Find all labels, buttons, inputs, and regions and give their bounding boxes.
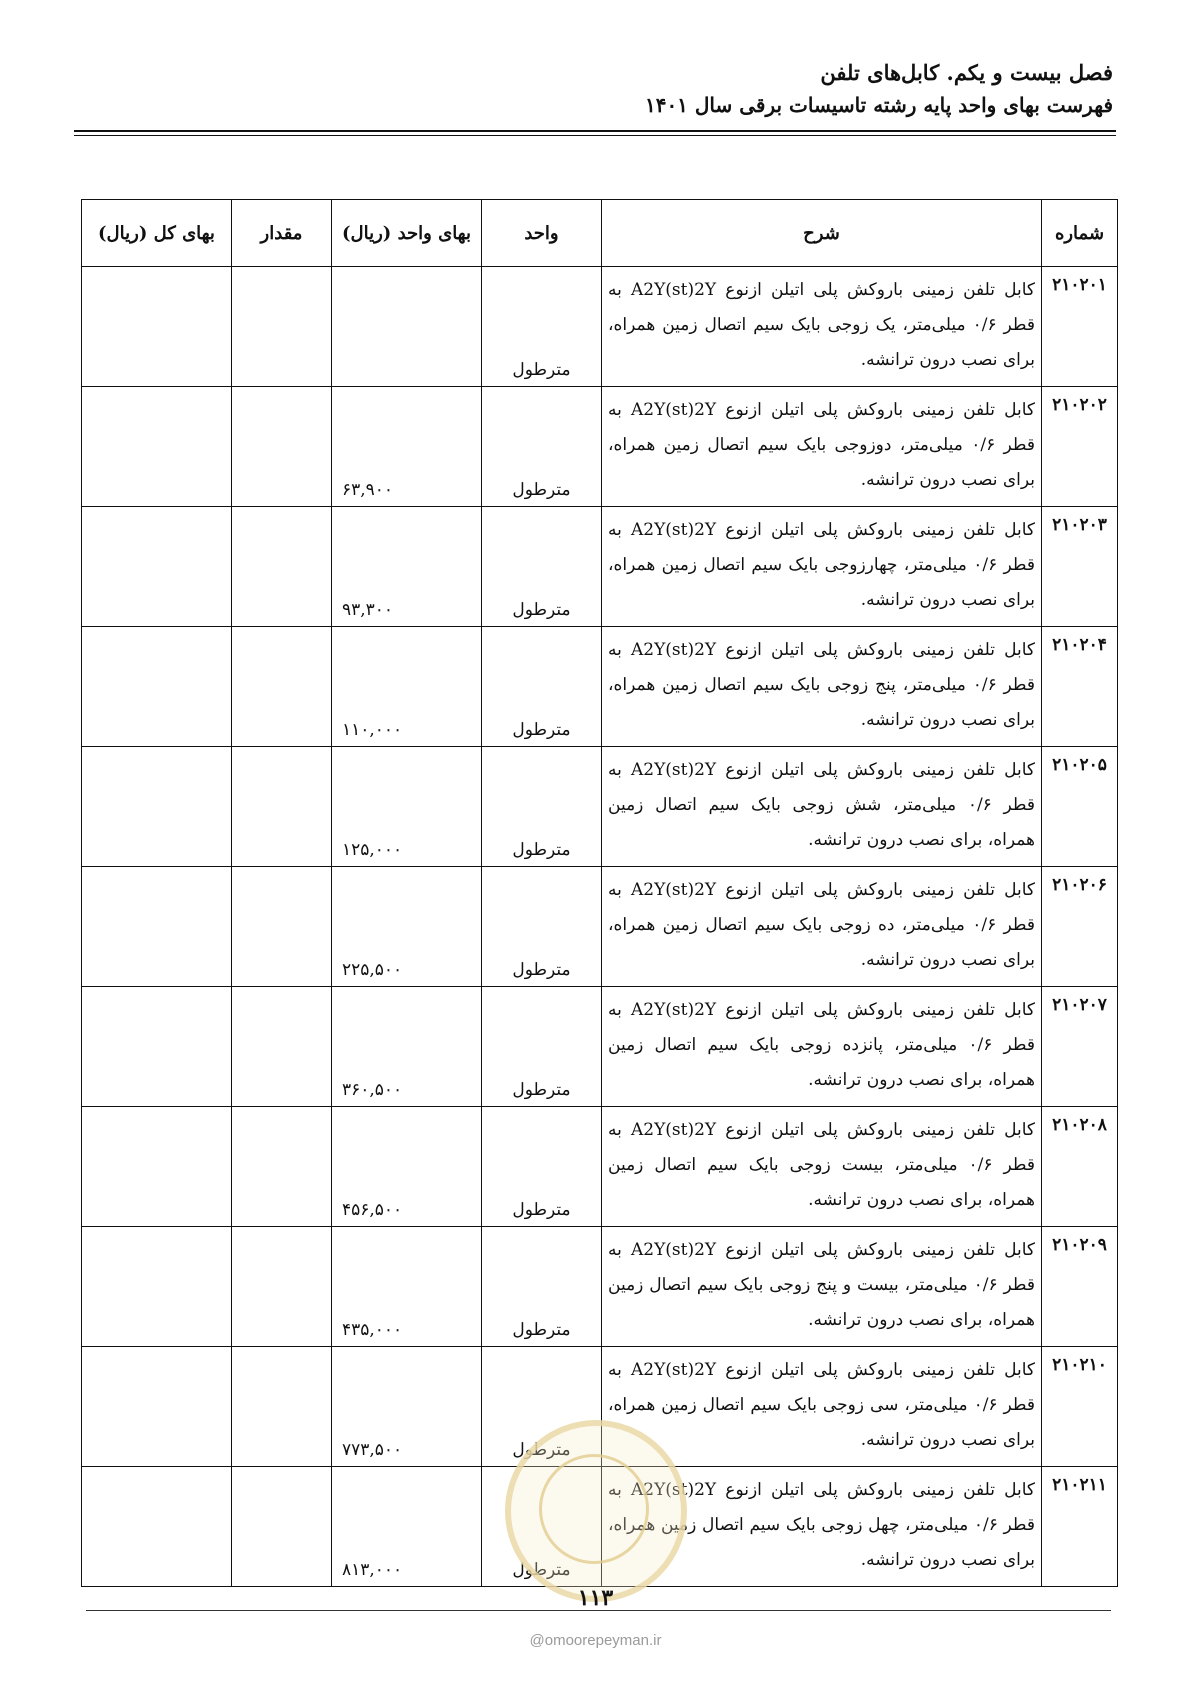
item-unit: مترطول [482,1347,602,1467]
item-unit-price: ۷۷۳,۵۰۰ [332,1347,482,1467]
item-total-price [82,627,232,747]
price-list-table [81,199,1118,1587]
item-quantity [232,1107,332,1227]
col-header-quantity: مقدار [232,200,332,267]
item-quantity [232,867,332,987]
item-number: ۲۱۰۲۰۷ [1042,987,1118,1107]
item-unit: مترطول [482,627,602,747]
item-unit: مترطول [482,1227,602,1347]
item-description: کابل تلفن زمینی باروکش پلی اتیلن ازنوع A2Y(st)2Y به قطر ۰/۶ میلی‌متر، بیست و پنج زوجی بایک سیم اتصال زمین همراه، برای نصب درون ترانشه. [602,1227,1042,1347]
item-description: کابل تلفن زمینی باروکش پلی اتیلن ازنوع A2Y(st)2Y به قطر ۰/۶ میلی‌متر، شش زوجی بایک سیم اتصال زمین همراه، برای نصب درون ترانشه. [602,747,1042,867]
document-title: فهرست بهای واحد پایه رشته تاسیسات برقی سال ۱۴۰۱ [644,93,1113,117]
item-unit-price: ۶۳,۹۰۰ [332,387,482,507]
item-number: ۲۱۰۲۰۱ [1042,267,1118,387]
item-unit: مترطول [482,507,602,627]
item-unit-price: ۴۳۵,۰۰۰ [332,1227,482,1347]
item-number: ۲۱۰۲۱۱ [1042,1467,1118,1587]
item-total-price [82,1467,232,1587]
item-number: ۲۱۰۲۰۳ [1042,507,1118,627]
item-unit: مترطول [482,1467,602,1587]
table-row [82,507,1118,627]
table-row [82,387,1118,507]
table-header-row [82,200,1118,267]
item-description: کابل تلفن زمینی باروکش پلی اتیلن ازنوع A2Y(st)2Y به قطر ۰/۶ میلی‌متر، بیست زوجی بایک سیم اتصال زمین همراه، برای نصب درون ترانشه. [602,1107,1042,1227]
item-number: ۲۱۰۲۱۰ [1042,1347,1118,1467]
col-header-total-price: بهای کل (ریال) [82,200,232,267]
page-header [645,58,1113,122]
item-quantity [232,387,332,507]
item-total-price [82,1227,232,1347]
table-row [82,1107,1118,1227]
table-row [82,267,1118,387]
item-quantity [232,1347,332,1467]
watermark-seal [505,1420,687,1602]
item-unit: مترطول [482,1107,602,1227]
item-quantity [232,507,332,627]
item-number: ۲۱۰۲۰۵ [1042,747,1118,867]
item-total-price [82,867,232,987]
item-total-price [82,507,232,627]
item-unit-price: ۱۲۵,۰۰۰ [332,747,482,867]
item-total-price [82,747,232,867]
table-row [82,867,1118,987]
page-number: ۱۱۳ [577,1585,614,1611]
item-number: ۲۱۰۲۰۴ [1042,627,1118,747]
item-unit-price: ۲۲۵,۵۰۰ [332,867,482,987]
item-unit: مترطول [482,387,602,507]
item-description: کابل تلفن زمینی باروکش پلی اتیلن ازنوع A2Y(st)2Y به قطر ۰/۶ میلی‌متر، دوزوجی بایک سیم اتصال زمین همراه، برای نصب درون ترانشه. [602,387,1042,507]
item-quantity [232,987,332,1107]
item-quantity [232,267,332,387]
item-description: کابل تلفن زمینی باروکش پلی اتیلن ازنوع A2Y(st)2Y به قطر ۰/۶ میلی‌متر، پنج زوجی بایک سیم اتصال زمین همراه، برای نصب درون ترانشه. [602,627,1042,747]
item-quantity [232,747,332,867]
item-unit-price: ۴۵۶,۵۰۰ [332,1107,482,1227]
item-unit-price: ۳۶۰,۵۰۰ [332,987,482,1107]
item-quantity [232,1227,332,1347]
item-number: ۲۱۰۲۰۸ [1042,1107,1118,1227]
item-unit: مترطول [482,747,602,867]
item-number: ۲۱۰۲۰۹ [1042,1227,1118,1347]
item-unit: مترطول [482,267,602,387]
footer-rule [86,1610,1111,1611]
website-watermark: @omoorepeyman.ir [529,1632,662,1649]
item-description: کابل تلفن زمینی باروکش پلی اتیلن ازنوع A2Y(st)2Y به قطر ۰/۶ میلی‌متر، پانزده زوجی بایک سیم اتصال زمین همراه، برای نصب درون ترانشه. [602,987,1042,1107]
item-description: کابل تلفن زمینی باروکش پلی اتیلن ازنوع A2Y(st)2Y به قطر ۰/۶ میلی‌متر، چهارزوجی بایک سیم اتصال زمین همراه، برای نصب درون ترانشه. [602,507,1042,627]
item-total-price [82,267,232,387]
item-quantity [232,627,332,747]
header-rule-thin [74,135,1116,136]
item-unit-price [332,267,482,387]
table-row [82,987,1118,1107]
header-rule-thick [74,130,1116,132]
item-description: کابل تلفن زمینی باروکش پلی اتیلن ازنوع A2Y(st)2Y به قطر ۰/۶ میلی‌متر، یک زوجی بایک سیم اتصال زمین همراه، برای نصب درون ترانشه. [602,267,1042,387]
item-unit: مترطول [482,987,602,1107]
chapter-title: فصل بیست و یکم. کابل‌های تلفن [820,60,1113,85]
item-description: کابل تلفن زمینی باروکش پلی اتیلن ازنوع A2Y(st)2Y به قطر ۰/۶ میلی‌متر، چهل زوجی بایک سیم اتصال زمین همراه، برای نصب درون ترانشه. [602,1467,1042,1587]
item-number: ۲۱۰۲۰۲ [1042,387,1118,507]
col-header-description: شرح [602,200,1042,267]
item-unit-price: ۱۱۰,۰۰۰ [332,627,482,747]
col-header-unit-price: بهای واحد (ریال) [332,200,482,267]
table-row [82,1227,1118,1347]
item-number: ۲۱۰۲۰۶ [1042,867,1118,987]
item-total-price [82,387,232,507]
item-unit: مترطول [482,867,602,987]
col-header-unit: واحد [482,200,602,267]
item-unit-price: ۸۱۳,۰۰۰ [332,1467,482,1587]
table-row [82,747,1118,867]
item-unit-price: ۹۳,۳۰۰ [332,507,482,627]
item-description: کابل تلفن زمینی باروکش پلی اتیلن ازنوع A2Y(st)2Y به قطر ۰/۶ میلی‌متر، ده زوجی بایک سیم اتصال زمین همراه، برای نصب درون ترانشه. [602,867,1042,987]
item-total-price [82,987,232,1107]
item-description: کابل تلفن زمینی باروکش پلی اتیلن ازنوع A2Y(st)2Y به قطر ۰/۶ میلی‌متر، سی زوجی بایک سیم اتصال زمین همراه، برای نصب درون ترانشه. [602,1347,1042,1467]
item-total-price [82,1347,232,1467]
item-quantity [232,1467,332,1587]
col-header-number: شماره [1042,200,1118,267]
item-total-price [82,1107,232,1227]
table-row [82,627,1118,747]
